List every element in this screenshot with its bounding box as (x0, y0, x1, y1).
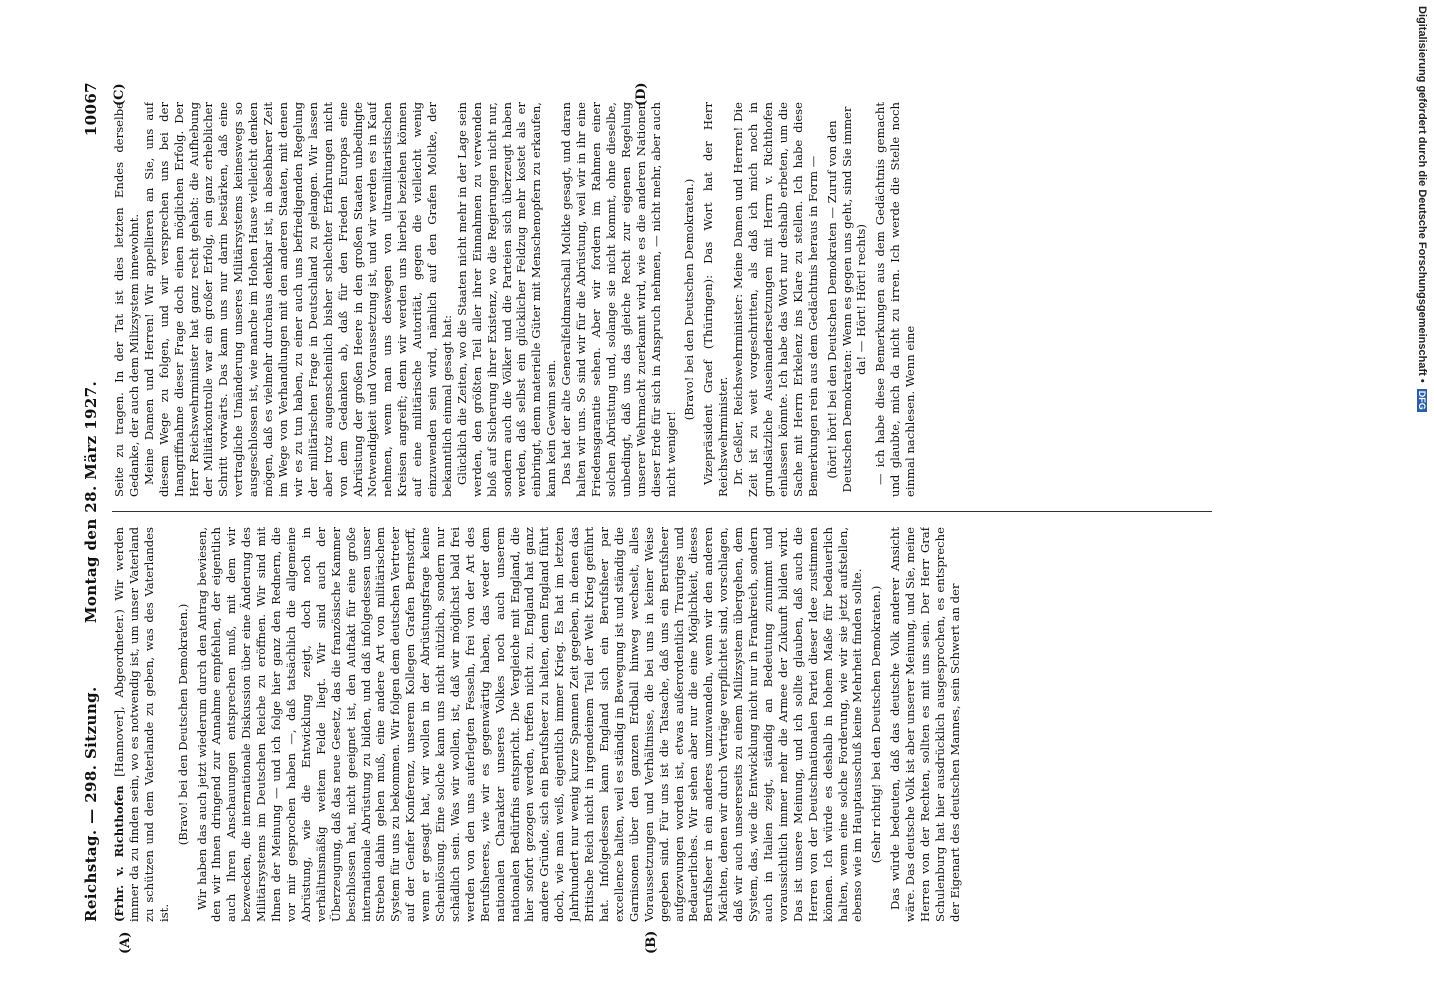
page-number: 10067 (82, 82, 100, 137)
credit-text: Digitalisierung gefördert durch die Deutsche Forschungsgemeinschaft • (1416, 6, 1428, 383)
paragraph: Seite zu tragen. In der Tat ist dies letzten Endes derselbe Gedanke, der auch dem Milizsystem innewohnt. (112, 102, 141, 497)
dfg-logo: DFG (1417, 390, 1427, 410)
column-divider (112, 511, 1212, 512)
digitization-credit (1402, 6, 1434, 996)
margin-marker-b: (B) (644, 930, 659, 954)
margin-marker-d: (D) (634, 82, 649, 106)
speaker-note: [Hannover], Abgeordneter.) (112, 609, 126, 777)
paragraph: Dr. Geßler, Reichswehrminister: Meine Damen und Herren! Die Zeit ist zu weit vorgeschritten, als daß ich mich noch in grundsätzliche Auseinandersetzungen mit Herrn v. Richthofen einlassen könnte. Ich habe das Wort nur deshalb erbeten, um die Sache mit Herrn Erkelenz ins Klare zu stellen. Ich habe diese Bemerkungen rein aus dem Gedächtnis heraus in Form — (731, 102, 820, 497)
interjection: (Bravo! bei den Deutschen Demokraten.) (175, 603, 190, 846)
interjection: (hört! hört! bei den Deutschen Demokraten — Zuruf von den Deutschen Demokraten: Wenn es gegen uns geht, sind Sie immer da! — Hört! Hört! rechts) (824, 106, 869, 493)
margin-marker-c: (C) (112, 83, 127, 106)
speaker-name: (Frhr. v. Richthofen (112, 785, 126, 922)
header-left: Reichstag. — 298. Sitzung. (82, 686, 100, 922)
margin-marker-a: (A) (118, 931, 133, 954)
paragraph: Wir haben das auch jetzt wiederum durch den Antrag bewiesen, den wir Ihnen dringend zur Annahme empfehlen, der eigentlich auch Ihren Anschauungen entsprechen muß, mit dem wir bezwecken, die internationale Diskussion über eine Änderung des Militärsystems im Deutschen Reiche zu eröffnen. Wir sind mit Ihnen der Meinung — und ich folge hier ganz den Rednern, die vor mir gesprochen haben —, daß tatsächlich die allgemeine Abrüstung, wie die Entwicklung zeigt, doch noch in verhältnismäßig weitem Felde liegt. Wir sind auch der Überzeugung, daß das neue Gesetz, das die französische Kammer beschlossen hat, nicht geeignet ist, den Auftakt für eine große internationale Abrüstung zu bilden, und daß infolgedessen unser Streben dahin gehen muß, eine andere Art von militärischem System für uns zu bekommen. Wir folgen dem deutschen Vertreter auf der Genfer Konferenz, unserem Kollegen Grafen Bernstorff, wenn er gesagt hat, wir wollen in der Abrüstungsfrage keine Scheinlösung. Eine solche kann uns nicht nützlich, sondern nur schädlich sein. Was wir wollen, ist, daß wir möglichst bald frei werden von den uns auferlegten Fesseln, frei von der Art des Berufsheeres, wie wir es gegenwärtig haben, das weder dem nationalen Charakter unseres Volkes noch auch unserem nationalen Bedürfnis entspricht. Die Vergleiche mit England, die hier sofort gezogen werden, treffen nicht zu. England hat ganz andere Gründe, sich ein Berufsheer zu halten, denn England führt doch, wie man weiß, eigentlich immer Krieg. Es hat im letzten Jahrhundert nur wenig kurze Spannen Zeit gegeben, in denen das Britische Reich nicht in irgendeinem Teil der Welt Krieg geführt hat. Infolgedessen kann England sich ein Berufsheer par excellence halten, weil es ständig in Bewegung ist und ständig die Garnisonen über den ganzen Erdball hinweg wechselt, alles Voraussetzungen und Verhältnisse, die bei uns in keiner Weise gegeben sind. Für uns ist die Tatsache, daß uns ein Berufsheer aufgezwungen worden ist, etwas außerordentlich Trauriges und Bedauerliches. Wir sehen aber nur die eine Möglichkeit, dieses Berufsheer in ein anderes umzuwandeln, wenn wir den anderen Mächten, denen wir durch Verträge verpflichtet sind, vorschlagen, daß wir auch unsererseits zu einem Milizsystem übergehen, dem System, das, wie die Entwicklung nicht nur in Frankreich, sondern auch in Italien zeigt, ständig an Bedeutung zunimmt und voraussichtlich immer mehr die Armee der Zukunft bilden wird. Das ist unsere Meinung, und ich sollte glauben, daß auch die Herren von der Deutschnationalen Partei dieser Idee zustimmen können. Ich würde es deshalb in hohem Maße für bedauerlich halten, wenn eine solche Forderung, wie wir sie jetzt aufstellen, ebenso wie im Hauptausschuß keine Mehrheit finden sollte. (194, 527, 865, 922)
page-header (82, 82, 106, 922)
paragraph: Das würde bedeuten, daß das deutsche Volk anderer Ansicht wäre. Das deutsche Volk ist aber unserer Meinung, und Sie, meine Herren von der Rechten, sollten es mit uns sein. Der Herr Graf Schulenburg hat hier ausdrücklich ausgesprochen, es entspreche der Eigenart des deutschen Mannes, sein Schwert an der (888, 527, 962, 922)
interjection: (Bravo! bei den Deutschen Demokraten.) (682, 178, 697, 421)
paragraph: Vizepräsident Graef (Thüringen): Das Wort hat der Herr Reichswehrminister. (701, 102, 731, 497)
paragraph: — ich habe diese Bemerkungen aus dem Gedächtnis gemacht und glaubte, mich da nicht zu irren. Ich werde die Stelle noch einmal nachlesen. Wenn eine (873, 102, 918, 497)
speaker-line (112, 527, 172, 922)
left-column (112, 527, 1222, 922)
header-date: Montag den 28. März 1927. (82, 380, 100, 624)
paragraph: Meine Damen und Herren! Wir appellieren an Sie, uns auf diesem Wege zu folgen, und wir versprechen uns bei der Inangriffnahme dieser Frage doch einen möglichen Erfolg. Der Herr Reichswehrminister hat ganz recht gehabt: die Aufhebung der Militärkontrolle war ein großer Erfolg, ein ganz erheblicher Schritt vorwärts. Das kann uns nur darin bestärken, daß eine vertragliche Umänderung unseres Militärsystems keineswegs so ausgeschlossen ist, wie manche im Hohen Hause vielleicht denken mögen, daß es vielmehr durchaus denkbar ist, in absehbarer Zeit im Wege von Verhandlungen mit den anderen Staaten, mit denen wir es zu tun haben, zu einer auch uns befriedigenden Regelung der militärischen Frage in Deutschland zu gelangen. Wir lassen aber trotz augenscheinlich bisher schlechter Erfahrungen nicht von dem Gedanken ab, daß für den Frieden Europas eine Abrüstung der großen Heere in den großen Staaten unbedingte Notwendigkeit und Voraussetzung ist, und wir werden es in Kauf nehmen, wenn man uns deswegen von ultramilitaristischen Kreisen angreift; denn wir werden uns hierbei beziehen können auf eine militärische Autorität, gegen die vielleicht wenig einzuwenden sein wird, nämlich auf den Grafen Moltke, der bekanntlich einmal gesagt hat: (141, 102, 454, 497)
quotation: Glücklich die Zeiten, wo die Staaten nicht mehr in der Lage sein werden, den größten Teil aller ihrer Einnahmen zu verwenden bloß auf Sicherung ihrer Existenz, wo die Regierungen nicht nur, sondern auch die Völker und die Parteien sich überzeugt haben werden, daß selbst ein glücklicher Feldzug mehr kostet als er einbringt, denn materielle Güter mit Menschenopfern zu erkaufen, kann kein Gewinn sein. (454, 102, 559, 497)
right-column (112, 102, 1222, 497)
paragraph: Das hat der alte Generalfeldmarschall Moltke gesagt, und daran halten wir uns. So sind wir für die Abrüstung, weil wir in ihr eine Friedensgarantie sehen. Aber wir fordern im Rahmen einer solchen Abrüstung und, solange sie nicht kommt, ohne dieselbe, unbedingt, daß uns das gleiche Recht zur eigenen Regelung unserer Wehrmacht zuerkannt wird, wie es die anderen Nationen dieser Erde für sich in Anspruch nehmen, — nicht mehr, aber auch nicht weniger! (559, 102, 678, 497)
paragraph: Wir werden immer da zu finden sein, wo es notwendig ist, um unser Vaterland zu schützen und dem Vaterlande zu geben, was des Vaterlandes ist. (112, 527, 171, 922)
document-page (82, 82, 1232, 954)
interjection: (Sehr richtig! bei den Deutschen Demokraten.) (869, 585, 884, 864)
